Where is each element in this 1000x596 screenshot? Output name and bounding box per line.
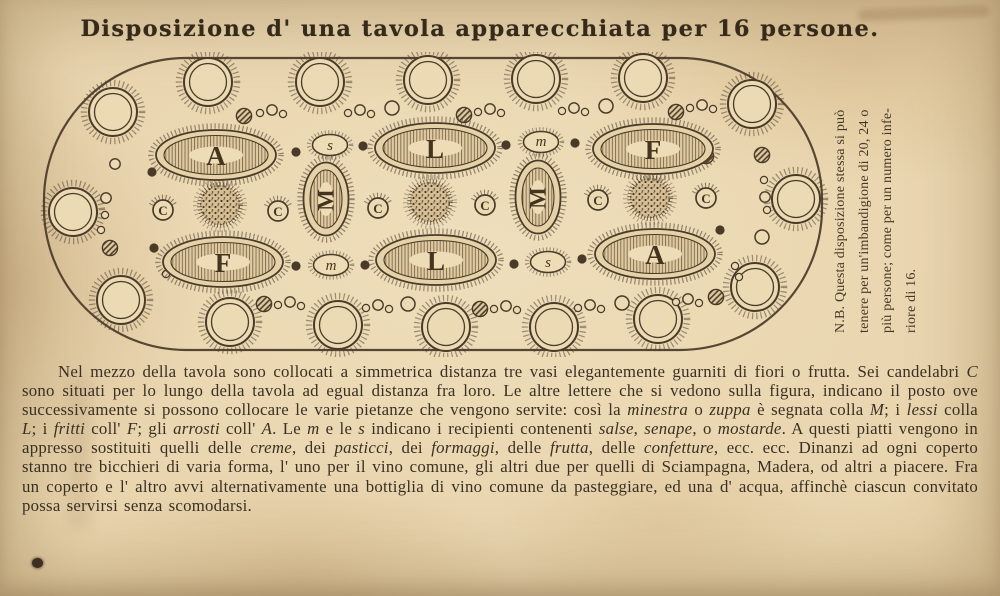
glasses-trio <box>558 103 588 116</box>
nota-bene-sidebar <box>829 61 925 333</box>
glass <box>760 192 770 202</box>
text-run: , o <box>692 419 718 439</box>
wine-bottle <box>472 301 487 316</box>
text-run: . Le <box>272 419 308 439</box>
table-setting-diagram <box>38 52 848 357</box>
italic-term: zuppa <box>709 400 751 420</box>
italic-term: formaggi <box>431 438 495 458</box>
small-dish-dot <box>577 254 586 263</box>
glasses-trio <box>274 297 304 310</box>
seat-plate <box>291 53 349 111</box>
dish-letter-f: F <box>644 135 662 165</box>
glasses-trio <box>686 100 716 113</box>
wine-bottle <box>256 296 271 311</box>
small-dish-dot <box>147 167 156 176</box>
text-run: ; i <box>31 419 54 439</box>
water-bottle <box>385 101 399 115</box>
italic-term: arrosti <box>173 419 220 439</box>
small-dish-dot <box>291 261 300 270</box>
wine-bottle <box>708 289 723 304</box>
glasses-trio <box>490 301 520 314</box>
italic-term: pasticci <box>334 438 389 458</box>
nb-line: tenere per un'imbandigione di 20, 24 o <box>856 109 872 333</box>
dish-letter-l: L <box>425 134 445 164</box>
wine-bottle <box>102 240 117 255</box>
italic-term: M <box>869 400 885 420</box>
text-run: sono situati per lo lungo della tavola ad egual distanza fra loro. Le altre lettere che si vedono sulla figura, indicano il posto ove successivamente si possono collocare le varie pietanze che vengono servite: così la <box>22 381 978 420</box>
glasses-trio <box>362 300 392 313</box>
text-run: , dei <box>388 438 432 458</box>
italic-term: C <box>966 362 978 381</box>
small-dish-dot <box>501 140 510 149</box>
seat-plate <box>614 52 672 107</box>
nb-line: più persone; come per un numero infe- <box>880 107 895 333</box>
text-run: , delle <box>588 438 644 458</box>
seat-plate <box>417 298 475 356</box>
glass <box>760 176 767 183</box>
italic-term: A <box>261 419 273 439</box>
text-run: ; i <box>884 400 907 420</box>
italic-term: lessi <box>906 400 938 420</box>
candelabrum-letter-c: C <box>158 203 168 218</box>
text-run: , delle <box>494 438 550 458</box>
italic-term: senape <box>644 419 693 439</box>
body-paragraph <box>22 362 978 515</box>
small-dish-dot <box>291 147 300 156</box>
glass <box>731 262 738 269</box>
glasses-trio <box>672 294 702 307</box>
text-run: indicano i recipienti contenenti <box>365 419 599 439</box>
dish-letter-a: A <box>645 240 665 270</box>
text-run: è segnata colla <box>750 400 870 420</box>
dish-letter-l: L <box>426 246 446 276</box>
glass <box>763 206 770 213</box>
italic-term: m <box>307 419 320 439</box>
wine-bottle <box>754 147 769 162</box>
nb-line: riore di 16. <box>903 268 919 333</box>
flower-vase-centerpiece <box>196 181 245 230</box>
text-run: e le <box>319 419 359 439</box>
flower-vase-centerpiece <box>626 174 675 223</box>
seat-plate <box>723 75 781 133</box>
italic-term: salse <box>598 419 634 439</box>
water-bottle <box>401 297 415 311</box>
water-bottle <box>615 296 629 310</box>
seat-plate <box>179 53 237 111</box>
glasses-trio <box>344 105 374 118</box>
seat-plate <box>201 293 259 351</box>
wine-bottle <box>236 108 251 123</box>
italic-term: s <box>358 419 366 439</box>
small-dish-dot <box>570 138 579 147</box>
dish-letter-f: F <box>214 248 232 278</box>
text-run: coll' <box>219 419 262 439</box>
italic-term: confetture <box>643 438 714 458</box>
text-run: colla <box>937 400 979 420</box>
italic-term: frutta <box>549 438 589 458</box>
ink-blot <box>32 558 43 568</box>
glass <box>101 211 108 218</box>
small-dish-dot <box>360 260 369 269</box>
water-bottle <box>755 230 769 244</box>
italic-term: minestra <box>627 400 688 420</box>
dish-letter-s: s <box>545 255 551 271</box>
candelabrum-letter-c: C <box>593 193 603 208</box>
candelabrum-letter-c: C <box>373 201 383 216</box>
glasses-trio <box>474 104 504 117</box>
dish-letter-m: m <box>535 134 547 150</box>
text-run: , <box>633 419 645 439</box>
text-run: ; gli <box>137 419 174 439</box>
small-dish-dot <box>358 141 367 150</box>
text-run: o <box>687 400 710 420</box>
water-bottle <box>599 99 613 113</box>
glasses-trio <box>256 105 286 118</box>
seat-plate <box>309 296 367 354</box>
small-dish-dot <box>715 225 724 234</box>
small-dish-dot <box>149 243 158 252</box>
tureen-letter-m: M <box>525 187 551 209</box>
italic-term: F <box>126 419 138 439</box>
dish-letter-s: s <box>327 138 333 154</box>
glass <box>97 226 104 233</box>
candelabrum-letter-c: C <box>701 191 711 206</box>
text-run: . A questi piatti vengono in appresso sostituiti quelli delle <box>22 419 979 458</box>
italic-term: fritti <box>53 419 86 439</box>
glasses-trio <box>574 300 604 313</box>
dish-letter-m: m <box>325 258 337 274</box>
wine-bottle <box>668 104 683 119</box>
page-title: Disposizione d' una tavola apparecchiata per 16 persone. <box>80 16 880 42</box>
italic-term: L <box>22 419 32 439</box>
italic-term: creme <box>250 438 292 458</box>
text-run: , ecc. ecc. Dinanzi ad ogni coperto stanno tre bicchieri di varia forma, l' uno per il vino comune, gli altri due per quelli di Sciampagna, Madera, od altri a piacere. Fra un coperto e l' altro avvi alternativamente una bottiglia di vino comune da pasteggiare, ed una d' acqua, affinchè ciascun convitato possa servirsi senza scomodarsi. <box>22 438 978 515</box>
text-run: coll' <box>85 419 127 439</box>
glass <box>101 193 111 203</box>
candelabrum-letter-c: C <box>273 204 283 219</box>
text-run: , dei <box>291 438 335 458</box>
tureen-letter-m: M <box>313 189 339 211</box>
small-dish-dot <box>509 259 518 268</box>
seat-plate <box>41 180 105 244</box>
dish-letter-a: A <box>206 141 226 171</box>
seat-plate <box>767 170 825 228</box>
glass <box>110 159 120 169</box>
text-run: Nel mezzo della tavola sono collocati a simmetrica distanza tre vasi elegantemente guarniti di fiori o frutta. Sei candelabri <box>58 362 967 381</box>
flower-vase-centerpiece <box>406 178 455 227</box>
italic-term: mostarde <box>717 419 782 439</box>
glass <box>735 273 742 280</box>
nb-line: N.B. Questa disposizione stessa si può <box>833 109 848 333</box>
seat-plate <box>507 52 565 108</box>
seat-plate <box>399 52 457 109</box>
candelabrum-letter-c: C <box>480 198 490 213</box>
